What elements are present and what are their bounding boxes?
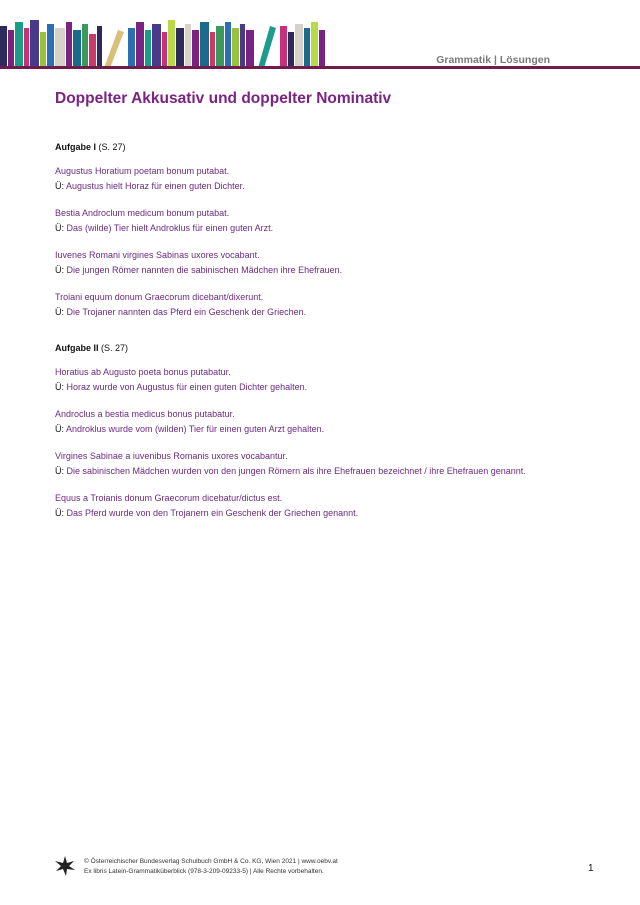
latin-sentence: Androclus a bestia medicus bonus putabatur. <box>55 409 235 419</box>
section-heading: Aufgabe I (S. 27) <box>55 142 126 152</box>
translation: Ü: Die Trojaner nannten das Pferd ein Geschenk der Griechen. <box>55 307 307 317</box>
page-number: 1 <box>588 863 594 874</box>
oebv-logo-icon <box>54 855 76 877</box>
list-item <box>55 449 595 479</box>
list-item <box>55 248 595 278</box>
latin-sentence: Bestia Androclum medicum bonum putabat. <box>55 208 230 218</box>
section-aufgabe-1 <box>55 142 595 332</box>
latin-sentence: Iuvenes Romani virgines Sabinas uxores vocabant. <box>55 250 260 260</box>
latin-sentence: Equus a Troianis donum Graecorum dicebatur/dictus est. <box>55 493 283 503</box>
list-item <box>55 290 595 320</box>
list-item <box>55 164 595 194</box>
list-item <box>55 407 595 437</box>
translation: Ü: Das Pferd wurde von den Trojanern ein Geschenk der Griechen genannt. <box>55 508 359 518</box>
section-aufgabe-2 <box>55 343 595 533</box>
latin-sentence: Virgines Sabinae a iuvenibus Romanis uxores vocabantur. <box>55 451 288 461</box>
page-title: Doppelter Akkusativ und doppelter Nominativ <box>55 90 392 107</box>
list-item <box>55 365 595 395</box>
translation: Ü: Die jungen Römer nannten die sabinischen Mädchen ihre Ehefrauen. <box>55 265 343 275</box>
translation: Ü: Androklus wurde vom (wilden) Tier für einen guten Arzt gehalten. <box>55 424 325 434</box>
section-heading: Aufgabe II (S. 27) <box>55 343 129 353</box>
footer-copyright: © Österreichischer Bundesverlag Schulbuch GmbH & Co. KG, Wien 2021 | www.oebv.at <box>84 858 338 865</box>
footer-text <box>84 857 338 877</box>
header-label: Grammatik | Lösungen <box>436 54 550 66</box>
latin-sentence: Troiani equum donum Graecorum dicebant/dixerunt. <box>55 292 264 302</box>
footer-book-info: Ex libris Latein-Grammatiküberblick (978-3-209-09233-5) | Alle Rechte vorbehalten. <box>84 868 324 875</box>
translation: Ü: Augustus hielt Horaz für einen guten Dichter. <box>55 181 245 191</box>
header-rule <box>0 66 640 69</box>
latin-sentence: Augustus Horatium poetam bonum putabat. <box>55 166 230 176</box>
translation: Ü: Das (wilde) Tier hielt Androklus für einen guten Arzt. <box>55 223 274 233</box>
list-item <box>55 491 595 521</box>
bookshelf-illustration <box>0 18 330 68</box>
translation: Ü: Die sabinischen Mädchen wurden von den jungen Römern als ihre Ehefrauen bezeichnet / ihre Ehefrauen genannt. <box>55 466 526 476</box>
latin-sentence: Horatius ab Augusto poeta bonus putabatur. <box>55 367 231 377</box>
translation: Ü: Horaz wurde von Augustus für einen guten Dichter gehalten. <box>55 382 308 392</box>
list-item <box>55 206 595 236</box>
